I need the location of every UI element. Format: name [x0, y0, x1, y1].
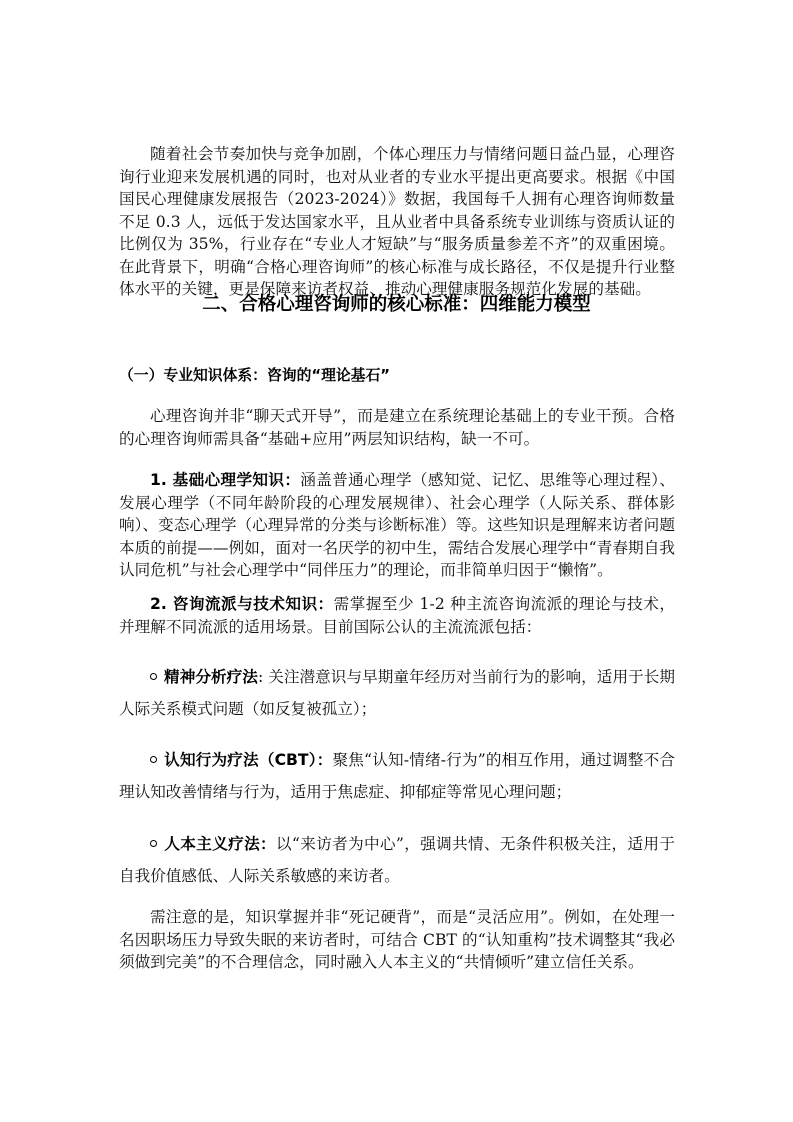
item-text: 涵盖普通心理学（感知觉、记忆、思维等心理过程）、发展心理学（不同年龄阶段的心理发展规律）、社会心理学（人际关系、群体影响）、变态心理学（心理异常的分类与诊断标准）等。这些知识是理解来访者问题本质的前提——例如，面对一名厌学的初中生，需结合发展心理学中“青春期自我认同危机”与社会心理学中“同伴压力”的理论，而非简单归因于“懒惰”。	[119, 471, 675, 579]
item-text: 需掌握至少 1-2 种主流咨询流派的理论与技术，并理解不同流派的适用场景。目前国际公认的主流流派包括：	[119, 595, 675, 636]
intro-paragraph: 随着社会节奏加快与竞争加剧，个体心理压力与情绪问题日益凸显，心理咨询行业迎来发展机遇的同时，也对从业者的专业水平提出更高要求。根据《中国国民心理健康发展报告（2023-2024）》数据，我国每千人拥有心理咨询师数量不足 0.3 人，远低于发达国家水平，且从业者中具备系统专业训练与资质认证的比例仅为 35%，行业存在“专业人才短缺”与“服务质量参差不齐”的双重困境。在此背景下，明确“合格心理咨询师”的核心标准与成长路径，不仅是提升行业整体水平的关键，更是保障来访者权益、推动心理健康服务规范化发展的基础。	[119, 145, 675, 298]
bullet-separator: :	[257, 668, 264, 686]
item-lead: 1. 基础心理学知识：	[150, 471, 301, 489]
hollow-circle-bullet-icon	[150, 673, 157, 680]
item-lead: 2. 咨询流派与技术知识：	[150, 595, 334, 613]
bullet-psychoanalysis	[119, 661, 675, 725]
bullet-lead: 认知行为疗法（CBT）	[164, 751, 317, 769]
bullet-text: 聚焦“认知-情绪-行为”的相互作用，通过调整不合理认知改善情绪与行为，适用于焦虑症、抑郁症等常见心理问题；	[119, 751, 675, 801]
bullet-separator: ：	[260, 835, 276, 853]
bullet-separator: ：	[316, 751, 333, 769]
section-title: 二、合格心理咨询师的核心标准：四维能力模型	[202, 294, 591, 315]
knowledge-item-basic-psychology	[119, 469, 675, 582]
bullet-humanistic	[119, 828, 675, 892]
bullet-lead: 精神分析疗法	[164, 668, 258, 686]
subsection-title: （一）专业知识体系：咨询的“理论基石”	[119, 367, 390, 384]
bullet-text: 以“来访者为中心”，强调共情、无条件积极关注，适用于自我价值感低、人际关系敏感的来访者。	[119, 835, 675, 885]
knowledge-item-counseling-schools	[119, 593, 675, 638]
hollow-circle-bullet-icon	[150, 840, 157, 847]
closing-paragraph: 需注意的是，知识掌握并非“死记硬背”，而是“灵活应用”。例如，在处理一名因职场压力导致失眠的来访者时，可结合 CBT 的“认知重构”技术调整其“我必须做到完美”的不合理信念，同时融入人本主义的“共情倾听”建立信任关系。	[119, 908, 675, 971]
bullet-cbt	[119, 744, 675, 808]
subsection-intro-paragraph: 心理咨询并非“聊天式开导”，而是建立在系统理论基础上的专业干预。合格的心理咨询师需具备“基础+应用”两层知识结构，缺一不可。	[119, 407, 675, 448]
bullet-text: 关注潜意识与早期童年经历对当前行为的影响，适用于长期人际关系模式问题（如反复被孤立）；	[119, 668, 675, 718]
bullet-lead: 人本主义疗法	[164, 835, 261, 853]
hollow-circle-bullet-icon	[150, 756, 157, 763]
